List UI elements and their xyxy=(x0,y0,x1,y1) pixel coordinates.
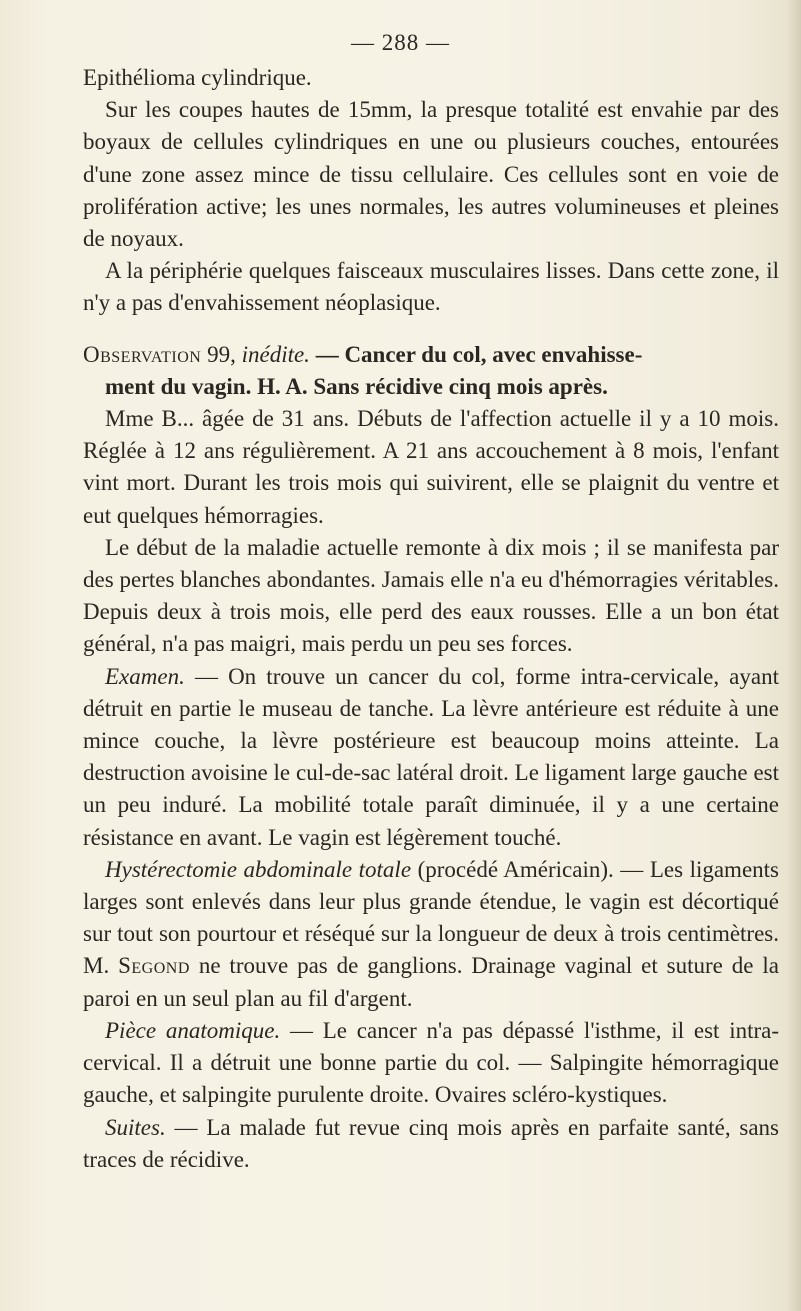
observation-status: inédite. xyxy=(241,341,310,367)
piece-label: Pièce anatomique. xyxy=(105,1017,281,1043)
hysterectomie-label: Hystérectomie abdominale totale xyxy=(105,856,412,882)
observation-title-part1: — Cancer du col, avec envahisse- xyxy=(315,341,643,367)
suites-text: — La malade fut revue cinq mois après en parfaite santé, sans traces de récidive. xyxy=(83,1114,780,1172)
paragraph-history: Mme B... âgée de 31 ans. Débuts de l'affection actuelle il y a 10 mois. Réglée à 12 ans régulièrement. A 21 ans accouchement à 8 mois, l'enfant vint mort. Durant les trois mois qui suivirent, elle se plaignit du ventre et eut quelques hémorragies. xyxy=(83,406,779,528)
suites-label: Suites. xyxy=(105,1114,166,1140)
hysterectomie-text-after: ne trouve pas de ganglions. Drainage vaginal et suture de la paroi en un seul plan au fil d'argent. xyxy=(83,953,779,1011)
examen-text: — On trouve un cancer du col, forme intra-cervicale, ayant détruit en partie le museau de tanche. La lèvre antérieure est réduite à une mince couche, la lèvre postérieure est beaucoup moins atteinte. La destruction avoisine le cul-de-sac latéral droit. Le ligament large gauche est un peu induré. La mobilité totale paraît diminuée, il y a une certaine résistance en avant. Le vagin est légèrement touché. xyxy=(83,663,779,850)
section-title: Epithélioma cylindrique. xyxy=(83,65,312,90)
paragraph-suites xyxy=(83,1112,779,1176)
paragraph-examen xyxy=(83,661,779,854)
paragraph-peripherie: A la périphérie quelques faisceaux musculaires lisses. Dans cette zone, il n'y a pas d'envahissement néoplasique. xyxy=(83,258,779,316)
paragraph-hysterectomie xyxy=(83,854,779,1015)
observation-label: Observation xyxy=(83,341,202,367)
text-body xyxy=(83,62,779,1176)
observation-heading xyxy=(83,339,779,403)
paragraph-piece xyxy=(83,1015,779,1112)
observation-title-part2: ment du vagin. H. A. Sans récidive cinq mois après. xyxy=(105,373,608,399)
examen-label: Examen. xyxy=(105,663,185,689)
observation-number: 99, xyxy=(207,341,236,367)
page-edge-shadow xyxy=(787,0,801,1311)
paragraph-coupes: Sur les coupes hautes de 15mm, la presque totalité est envahie par des boyaux de cellules cylindriques en une ou plusieurs couches, entourées d'une zone assez mince de tissu cellulaire. Ces cellules sont en voie de prolifération active; les unes normales, les autres volumineuses et pleines de noyaux. xyxy=(83,97,779,252)
paragraph-debut: Le début de la maladie actuelle remonte à dix mois ; il se manifesta par des pertes blanches abondantes. Jamais elle n'a eu d'hémorragies véritables. Depuis deux à trois mois, elle perd des eaux rousses. Elle a un bon état général, n'a pas maigri, mais perdu un peu ses forces. xyxy=(83,534,779,657)
hysterectomie-text-before: (procédé Américain). — Les ligaments larges sont enlevés dans leur plus grande étendue, le vagin est décortiqué sur tout son pourtour et réséqué sur la longueur de deux à trois centimètres. M. xyxy=(83,856,779,979)
page-number: — 288 — xyxy=(351,30,450,55)
surgeon-name: Segond xyxy=(118,953,190,979)
piece-text: — Le cancer n'a pas dépassé l'isthme, il est intra-cervical. Il a détruit une bonne partie du col. — Salpingite hémorragique gauche, et salpingite purulente droite. Ovaires scléro-kystiques. xyxy=(83,1017,780,1108)
